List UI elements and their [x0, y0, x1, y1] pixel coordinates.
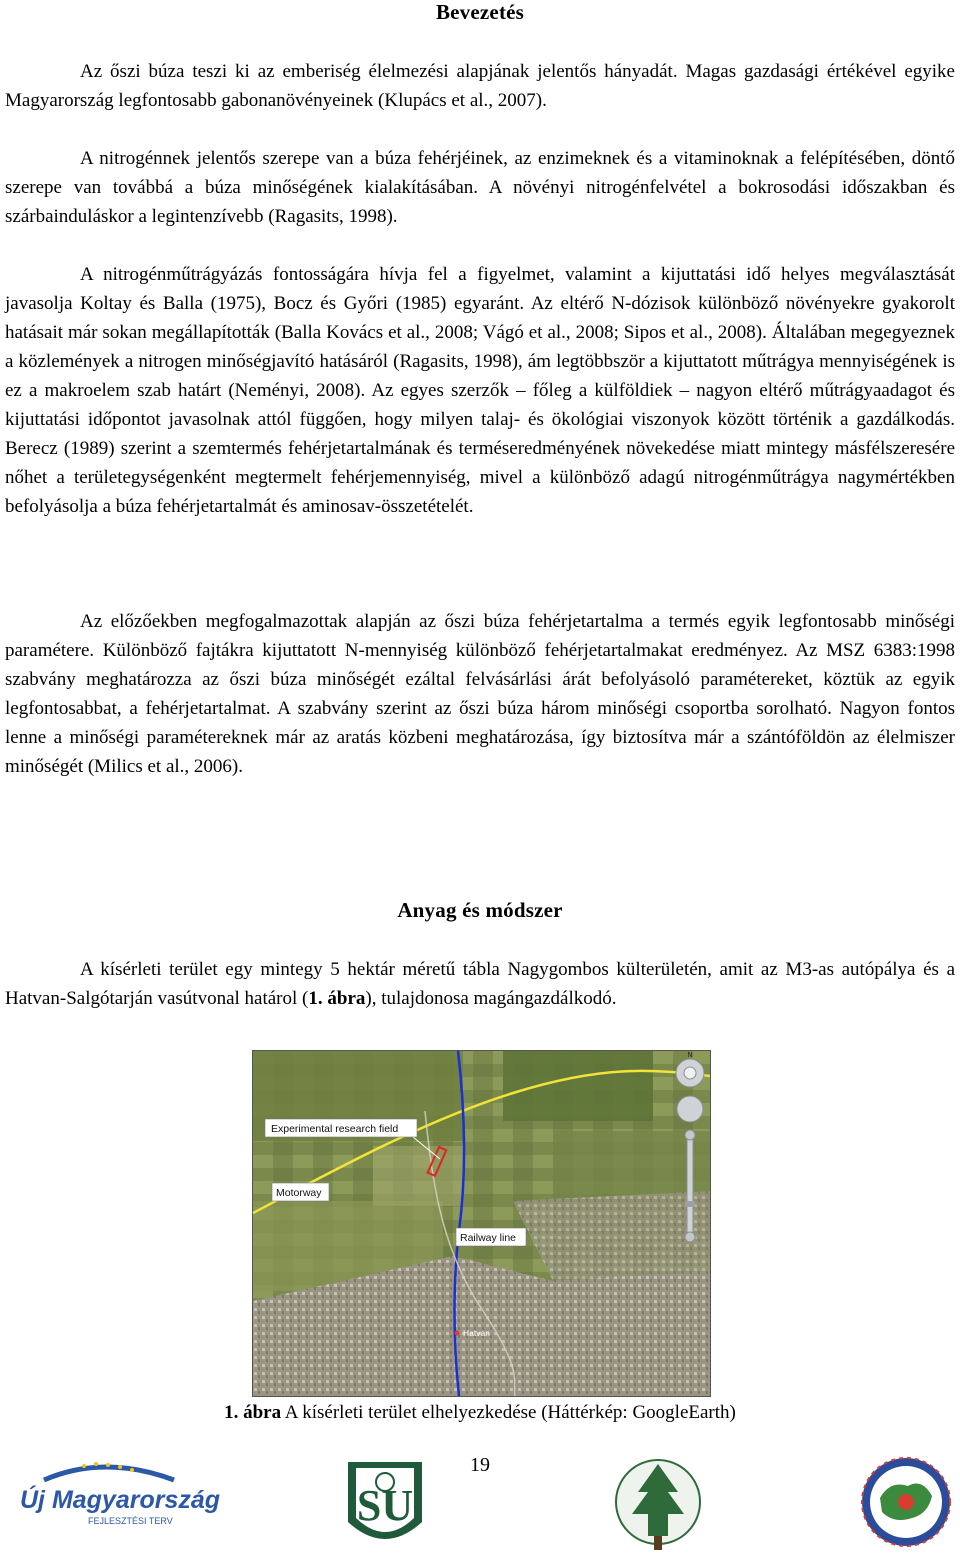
north-indicator: N — [687, 1052, 693, 1059]
label-motorway — [272, 1183, 329, 1201]
svg-text:Railway line: Railway line — [460, 1232, 517, 1244]
caption-text: A kísérleti terület elhelyezkedése (Háttérkép: GoogleEarth) — [281, 1402, 736, 1423]
heading-methods: Anyag és módszer — [397, 898, 563, 922]
paragraph-text: A nitrogénműtrágyázás fontosságára hívja fel a figyelmet, valamint a kijuttatási idő helyes megválasztását javasolja Koltay és Balla (1975), Bocz és Győri (1985) egyaránt. Az eltérő N-dózisok különböző növényekre gyakorolt hatásait már sokan megállapították (Balla Kovács et al., 2008; Vágó et al., 2008; Sipos et al., 2008). Általában megegyeznek a közlemények a nitrogen minőségjavító hatásáról (Ragasits, 1998), ám legtöbbször a kijuttatott műtrágya mennyiségének is ez a makroelem szab határt (Neményi, 2008). Az egyes szerzők – főleg a külföldiek – nagyon eltérő műtrágyaadagot és kijuttatási időpontot javasolnak attól függően, hogy milyen talaj- és ökológiai viszonyok között történik a gazdálkodás. Berecz (1989) szerint a szemtermés fehérjetartalmának és terméseredményének növekedése miatt mintegy másfélszeresére nőhet a területegységenként megtermelt fehérjemennyiség, mivel a különböző adagú nitrogénműtrágya nagymértékben befolyásolja a búza fehérjetartalmát és aminosav-összetételét. — [5, 264, 955, 517]
label-railway — [456, 1228, 526, 1246]
figure-reference[interactable]: 1. ábra — [308, 988, 366, 1009]
label-experimental-field — [265, 1119, 417, 1137]
paragraph-intro-1 — [5, 57, 955, 115]
satellite-map-figure — [252, 1050, 711, 1397]
svg-text:Experimental research field: Experimental research field — [271, 1123, 399, 1135]
uj-magyarorszag-logo — [14, 1458, 221, 1530]
paragraph-intro-4 — [5, 607, 955, 781]
heading-introduction: Bevezetés — [435, 0, 525, 24]
logo-subtitle: FEJLESZTÉSI TERV — [88, 1516, 173, 1526]
figure-caption — [0, 1402, 960, 1424]
paragraph-text: A kísérleti terület egy mintegy 5 hektár méretű tábla Nagygombos külterületén, amit az M3-as autópálya és a Hatvan-Salgótarján vasútvonal határol ( — [5, 959, 955, 1009]
paragraph-text: A nitrogénnek jelentős szerepe van a búza fehérjéinek, az enzimeknek és a vitaminoknak a felépítésében, döntő szerepe van továbbá a búza minőségének kialakításában. A növényi nitrogénfelvétel a bokrosodási időszakban és szárbainduláskor a legintenzívebb (Ragasits, 1998). — [5, 148, 955, 227]
circular-emblem-logo — [860, 1452, 952, 1554]
crest-letters: SU — [356, 1481, 414, 1530]
logo-title: Új Magyarország — [20, 1486, 221, 1514]
paragraph-text: ), tulajdonosa magángazdálkodó. — [365, 988, 617, 1009]
tree-emblem-logo — [612, 1452, 704, 1557]
paragraph-text: Az előzőekben megfogalmazottak alapján az őszi búza fehérjetartalma a termés egyik legfontosabb minőségi paramétere. Különböző fajtákra kijuttatott N-mennyiség különböző fehérjetartalmakat eredményez. Az MSZ 6383:1998 szabvány meghatározza az őszi búza minőségét ezáltal felvásárlási árát befolyásoló paramétereket, köztük az egyik legfontosabbat, a fehérjetartalmat. A szabvány szerint az őszi búza három minőségi csoportba sorolható. Nagyon fontos lenne a minőségi paramétereknek már az aratás közbeni meghatározása, így biztosítva már a szántóföldön az élelmiszer minőségét (Milics et al., 2006). — [5, 611, 955, 777]
svg-text:Motorway: Motorway — [276, 1187, 322, 1199]
page-number: 19 — [470, 1454, 490, 1476]
university-crest-logo — [340, 1452, 430, 1557]
paragraph-text: Az őszi búza teszi ki az emberiség élelmezési alapjának jelentős hányadát. Magas gazdasági értékével egyike Magyarország legfontosabb gabonanövényeinek (Klupács et al., 2007). — [5, 61, 955, 111]
paragraph-intro-2 — [5, 144, 955, 231]
paragraph-intro-3 — [5, 260, 955, 521]
svg-text:Hatvan: Hatvan — [463, 1328, 490, 1338]
paragraph-methods-1 — [5, 955, 955, 1013]
figure-number: 1. ábra — [224, 1402, 282, 1423]
zoom-slider[interactable] — [687, 1131, 693, 1241]
